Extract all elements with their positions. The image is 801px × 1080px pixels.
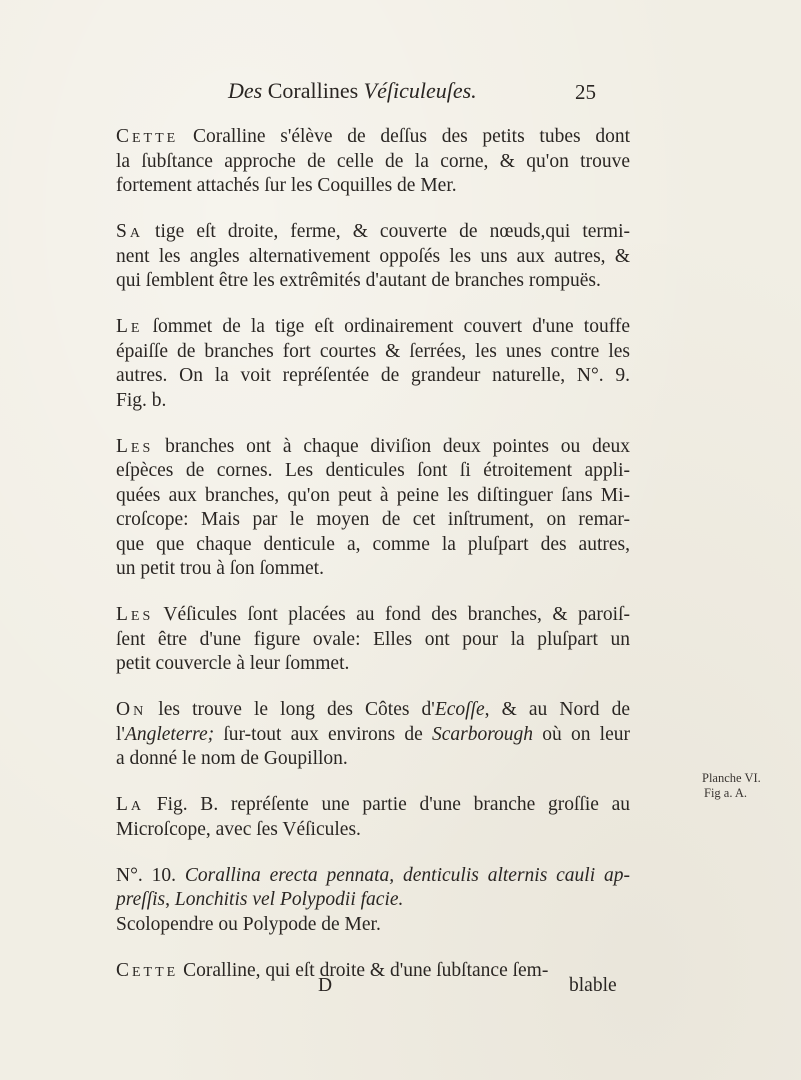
margin-note-plate: Planche VI. [702, 771, 761, 785]
text-line: ſent être d'une figure ovale: Elles ont pour la pluſpart un [116, 628, 630, 650]
running-head [0, 78, 801, 112]
paragraph-lead: Les [116, 604, 154, 625]
paragraph-lead: Cette [116, 959, 179, 981]
text-line: Les Véſicules ſont placées au fond des branches, & paroiſ- [116, 604, 630, 625]
place-angleterre: Angleterre; [124, 723, 215, 745]
text-line: eſpèces de cornes. Les denticules ſont ſi étroitement appli- [116, 460, 630, 481]
text-line: quées aux branches, qu'on peut à peine les diſtinguer ſans Mi- [116, 484, 630, 506]
paragraph-lead: Cette [116, 126, 179, 147]
paragraph-lead: La [116, 794, 145, 815]
text-line: Fig. b. [116, 389, 167, 411]
paragraph-7 [116, 793, 630, 842]
text-line: Sa tige eſt droite, ferme, & couverte de nœuds,qui termi- [116, 221, 630, 242]
text-line: Le ſommet de la tige eſt ordinairement couvert d'une touffe [116, 316, 630, 337]
text-line: autres. On la voit repréſentée de grandeur naturelle, N°. 9. [116, 365, 630, 386]
text-line: fortement attachés ſur les Coquilles de Mer. [116, 175, 457, 196]
text-line: On les trouve le long des Côtes d'Ecoſſe, & au Nord de [116, 699, 630, 720]
place-ecosse: Ecoſſe [434, 699, 485, 720]
margin-note-figure: Fig a. A. [704, 786, 748, 800]
catchword: blable [569, 975, 617, 996]
latin-name: Corallina erecta pennata, denticulis alternis cauli ap- [184, 864, 630, 886]
signature-mark: D [318, 975, 333, 996]
paragraph-lead: Le [116, 316, 143, 337]
text-line: Scolopendre ou Polypode de Mer. [116, 913, 381, 935]
text-line: Les branches ont à chaque diviſion deux pointes ou deux [116, 435, 630, 457]
paragraph-lead: Les [116, 435, 154, 457]
latin-synonym: Lonchitis vel Polypodii facie. [174, 889, 404, 910]
paragraph-4 [116, 435, 630, 582]
paragraph-3 [116, 315, 630, 413]
text-line: petit couvercle à leur ſommet. [116, 653, 350, 674]
paragraph-1 [116, 125, 630, 199]
paragraph-9 [116, 959, 630, 984]
text-line: l'Angleterre; ſur-tout aux environs de Scarborough où on leur [116, 723, 630, 745]
text-line: nent les angles alternativement oppoſés les uns aux autres, & [116, 245, 630, 267]
paragraph-8 [116, 864, 630, 938]
text-line: Microſcope, avec ſes Véſicules. [116, 818, 361, 840]
text-line: épaiſſe de branches fort courtes & ſerrées, les unes contre les [116, 340, 630, 362]
paragraph-6 [116, 698, 630, 772]
text-line: N°. 10. Corallina erecta pennata, denticulis alternis cauli ap- [116, 864, 630, 886]
running-head-des: Des [228, 78, 263, 103]
text-line: preſſis, Lonchitis vel Polypodii facie. [116, 889, 404, 910]
paragraph-lead: On [116, 699, 147, 720]
text-line: la ſubſtance approche de celle de la corne, & qu'on trouve [116, 150, 630, 172]
running-head-title [228, 78, 477, 104]
paragraph-2 [116, 220, 630, 294]
paragraph-5 [116, 603, 630, 677]
text-line: qui ſemblent être les extrêmités d'autant de branches rompuës. [116, 270, 601, 291]
body-text [116, 125, 630, 983]
paragraph-lead: Sa [116, 221, 143, 242]
page-number: 25 [575, 80, 596, 104]
text-line: La Fig. B. repréſente une partie d'une branche groſſie au [116, 794, 630, 815]
text-line: croſcope: Mais par le moyen de cet inſtrument, on remar- [116, 509, 630, 530]
text-line: Cette Coralline, qui eſt droite & d'une ſubſtance ſem- [116, 959, 549, 981]
place-scarborough: Scarborough [431, 723, 534, 745]
text-line: un petit trou à ſon ſommet. [116, 558, 324, 579]
text-line: Cette Coralline s'élève de deſſus des petits tubes dont [116, 126, 630, 147]
text-line: a donné le nom de Goupillon. [116, 748, 348, 769]
text-line: que que chaque denticule a, comme la pluſpart des autres, [116, 533, 630, 555]
running-head-corallines: Corallines [267, 78, 359, 103]
running-head-vesiculeuses: Véſiculeuſes. [363, 78, 477, 103]
margin-note [702, 771, 761, 801]
